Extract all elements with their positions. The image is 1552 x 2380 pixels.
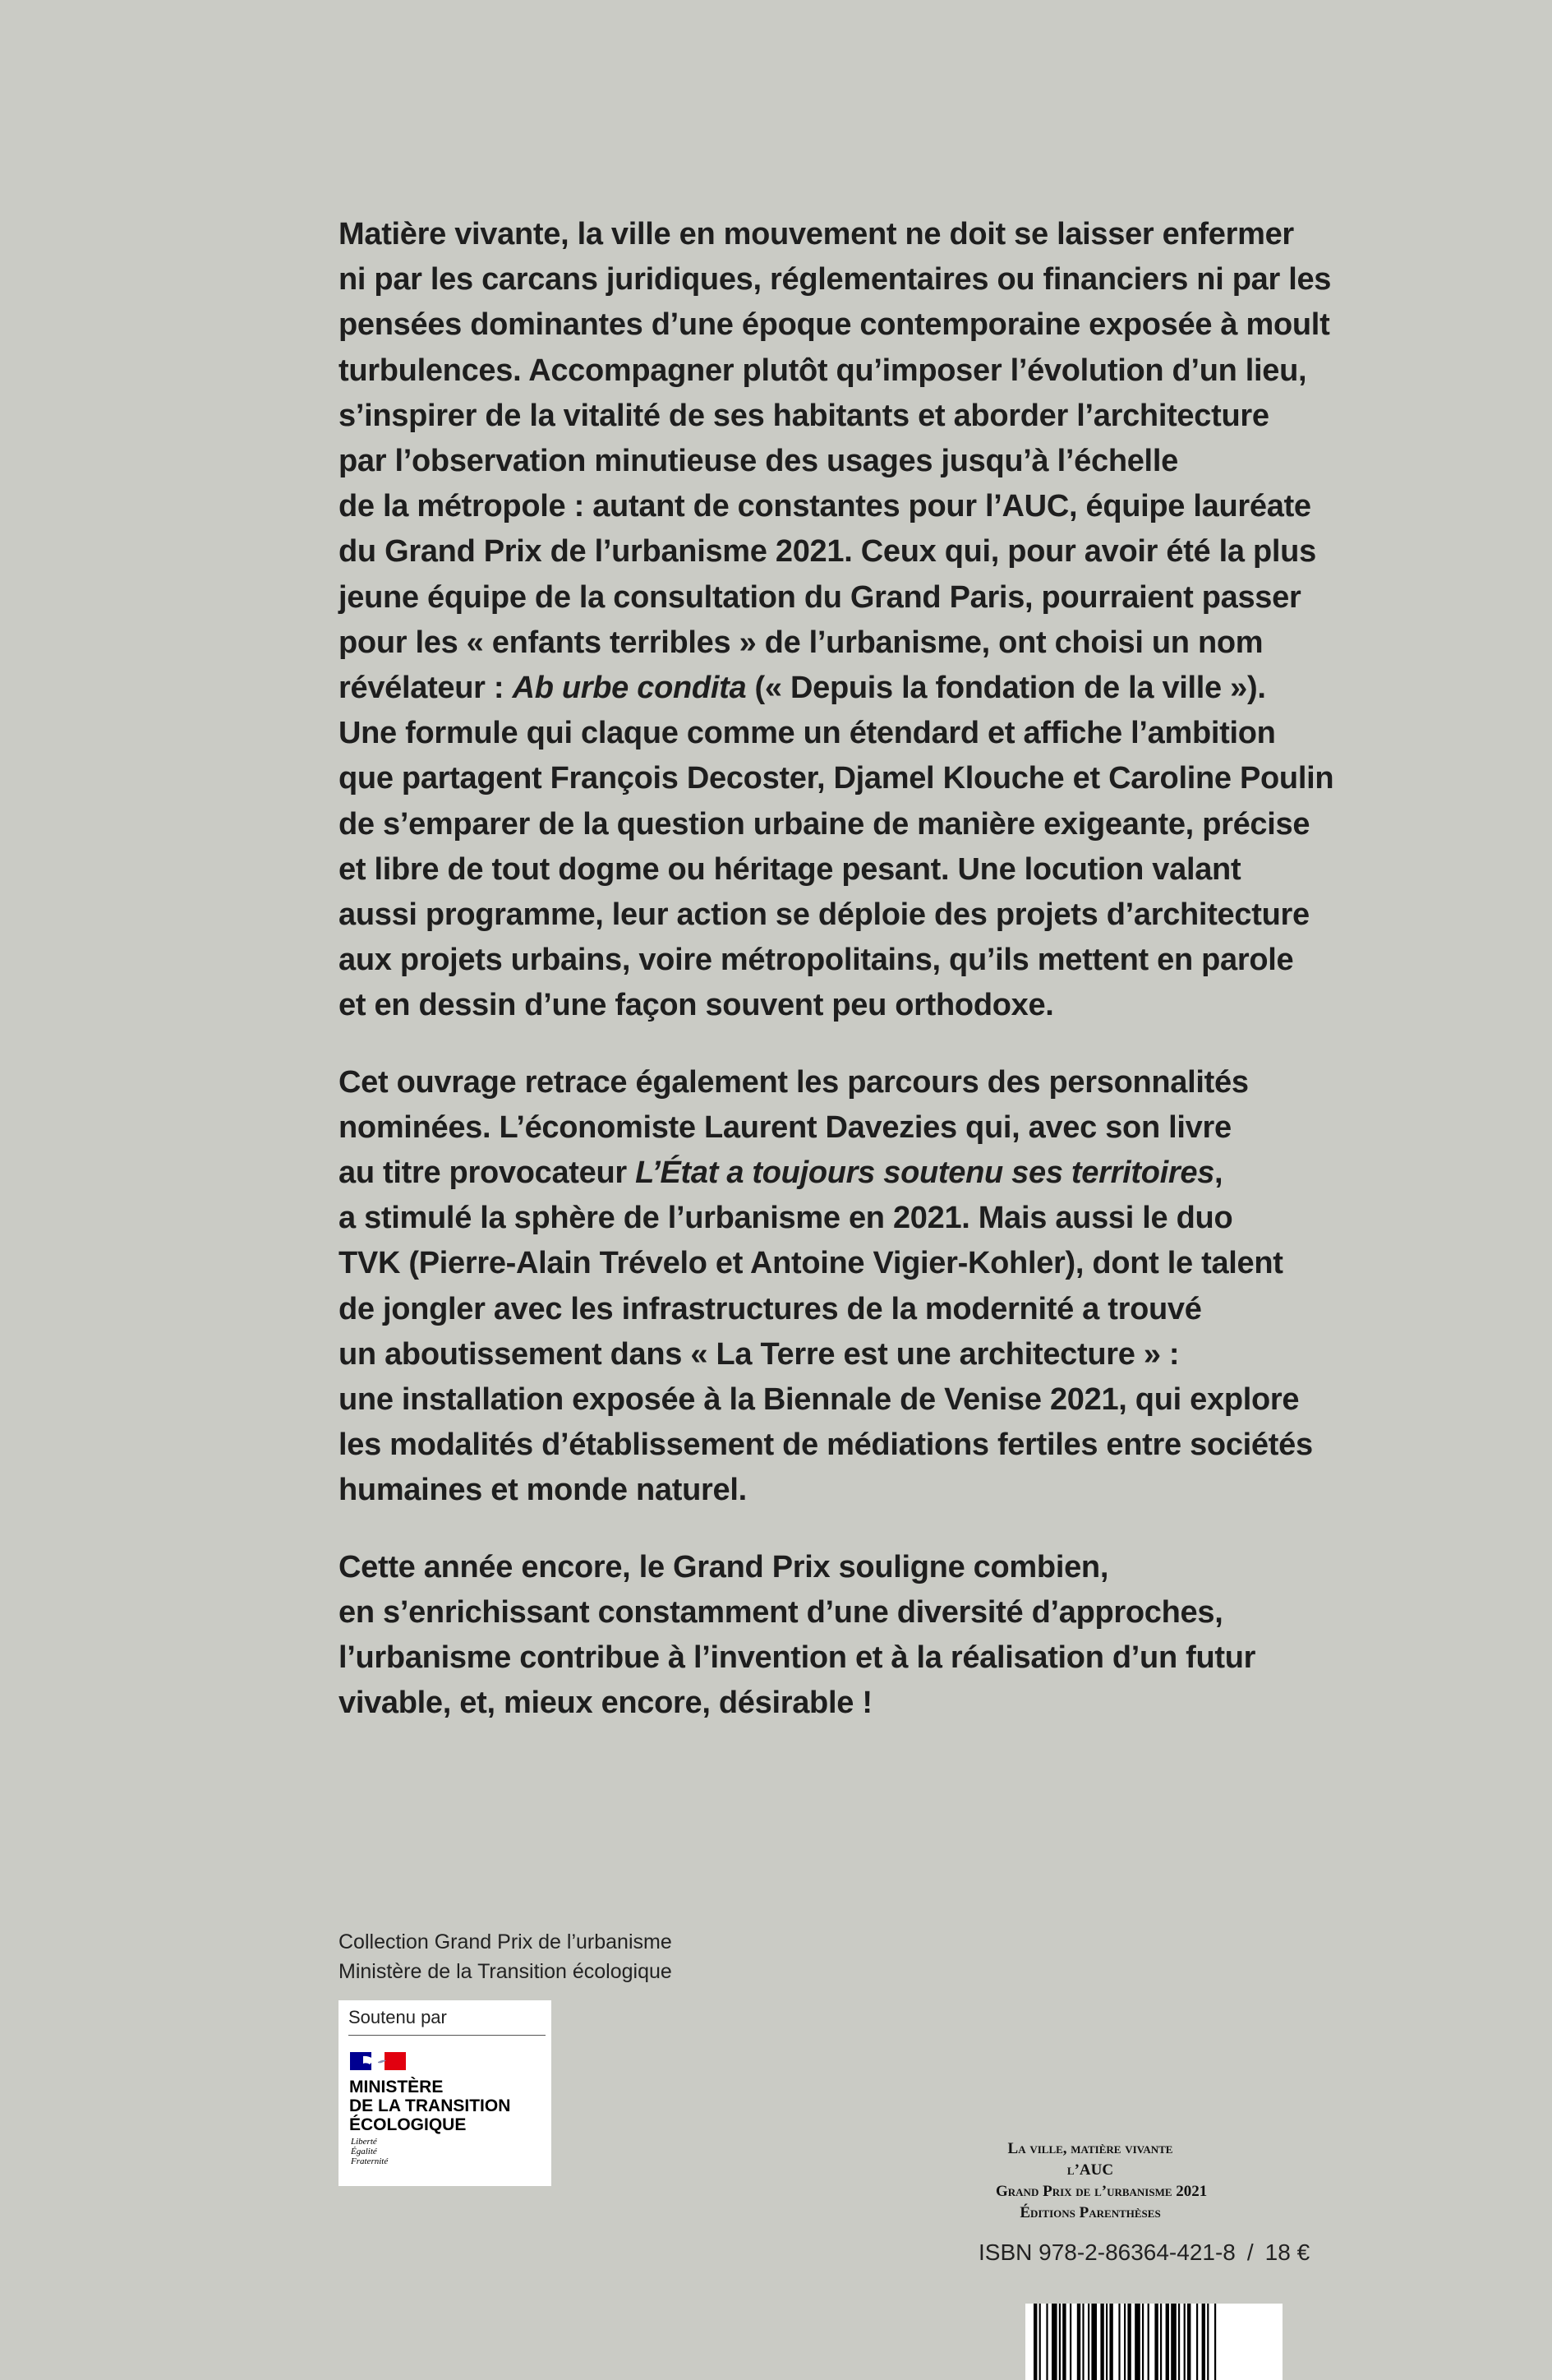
text-line: de s’emparer de la question urbaine de manière exigeante, précise xyxy=(338,806,1310,842)
text-line: TVK (Pierre-Alain Trévelo et Antoine Vigier-Kohler), dont le talent xyxy=(338,1246,1283,1281)
text-line: un aboutissement dans « La Terre est une architecture » : xyxy=(338,1336,1180,1372)
motto-line: Fraternité xyxy=(351,2156,389,2166)
divider xyxy=(348,2035,546,2036)
text-line: de la métropole : autant de constantes pour l’AUC, équipe lauréate xyxy=(338,489,1311,524)
latin-title-italic: Ab urbe condita xyxy=(512,671,747,706)
ministry-credit: Ministère de la Transition écologique xyxy=(338,1960,672,1983)
text-line: turbulences. Accompagner plutôt qu’imposer l’évolution d’un lieu, xyxy=(338,353,1307,388)
text-line-book-title xyxy=(338,1151,1308,1196)
text-line: et libre de tout dogme ou héritage pesant. Une locution valant xyxy=(338,851,1241,887)
text-line: aux projets urbains, voire métropolitains, qu’ils mettent en parole xyxy=(338,943,1294,978)
motto-line: Égalité xyxy=(351,2147,377,2156)
text-line: Matière vivante, la ville en mouvement ne doit se laisser enfermer xyxy=(338,217,1294,251)
ministry-name-line: MINISTÈRE xyxy=(349,2078,444,2096)
price: 18 € xyxy=(1264,2239,1310,2265)
republic-motto xyxy=(351,2137,388,2166)
book-publisher: Éditions Parenthèses xyxy=(1020,2204,1161,2221)
barcode-icon xyxy=(1025,2304,1283,2380)
book-credits xyxy=(996,2138,1208,2224)
text-line: pour les « enfants terribles » de l’urbanisme, ont choisi un nom xyxy=(338,625,1264,660)
ministry-name-line: ÉCOLOGIQUE xyxy=(349,2115,467,2134)
text-line: nominées. L’économiste Laurent Davezies qui, avec son livre xyxy=(338,1109,1232,1145)
text-line: et en dessin d’une façon souvent peu orthodoxe. xyxy=(338,988,1054,1023)
text-segment: , xyxy=(1214,1155,1223,1191)
isbn-price xyxy=(979,2239,1310,2266)
ministry-name xyxy=(349,2078,510,2134)
text-line: l’urbanisme contribue à l’invention et à la réalisation d’un futur xyxy=(338,1640,1256,1676)
paragraph-2 xyxy=(338,1060,1313,1514)
marianne-flag-icon xyxy=(350,2052,406,2070)
book-title: La ville, matière vivante xyxy=(1007,2140,1173,2157)
text-line: pensées dominantes d’une époque contemporaine exposée à moult xyxy=(338,307,1330,343)
barcode xyxy=(1025,2304,1283,2380)
text-line: Cette année encore, le Grand Prix souligne combien, xyxy=(338,1549,1109,1584)
text-line-title-latin xyxy=(338,666,1308,711)
back-cover-text xyxy=(338,212,1334,1758)
text-line: Cet ouvrage retrace également les parcours des personnalités xyxy=(338,1064,1249,1100)
collection-name: Collection Grand Prix de l’urbanisme xyxy=(338,1930,672,1953)
ministry-name-line: DE LA TRANSITION xyxy=(349,2096,511,2115)
text-line: que partagent François Decoster, Djamel Klouche et Caroline Poulin xyxy=(338,761,1334,796)
text-line: les modalités d’établissement de médiations fertiles entre sociétés xyxy=(338,1428,1313,1463)
text-segment: (« Depuis la fondation de la ville »). xyxy=(746,671,1266,706)
text-line: une installation exposée à la Biennale de Venise 2021, qui explore xyxy=(338,1382,1300,1418)
isbn-separator: / xyxy=(1246,2239,1254,2265)
text-line: par l’observation minutieuse des usages jusqu’à l’échelle xyxy=(338,444,1178,479)
text-line: de jongler avec les infrastructures de la modernité a trouvé xyxy=(338,1291,1202,1326)
supported-by-label: Soutenu par xyxy=(348,2007,447,2027)
text-line: a stimulé la sphère de l’urbanisme en 2021. Mais aussi le duo xyxy=(338,1201,1233,1236)
motto-line: Liberté xyxy=(351,2137,377,2147)
book-author: l’AUC xyxy=(1066,2161,1114,2179)
text-line: ni par les carcans juridiques, réglementaires ou financiers ni par les xyxy=(338,262,1332,298)
text-line: jeune équipe de la consultation du Grand Paris, pourraient passer xyxy=(338,579,1301,615)
text-line: Une formule qui claque comme un étendard et affiche l’ambition xyxy=(338,716,1276,751)
text-line: aussi programme, leur action se déploie des projets d’architecture xyxy=(338,897,1310,933)
paragraph-1 xyxy=(338,212,1334,1029)
paragraph-3 xyxy=(338,1545,1308,1727)
text-line: humaines et monde naturel. xyxy=(338,1473,747,1508)
text-segment: au titre provocateur xyxy=(338,1155,636,1191)
book-award: Grand Prix de l’urbanisme 2021 xyxy=(996,2183,1208,2200)
collection-info xyxy=(338,1927,672,1986)
text-line: vivable, et, mieux encore, désirable ! xyxy=(338,1686,873,1721)
book-title-italic: L’État a toujours soutenu ses territoires xyxy=(635,1155,1215,1191)
text-line: s’inspirer de la vitalité de ses habitants et aborder l’architecture xyxy=(338,398,1269,433)
text-segment: révélateur : xyxy=(338,671,513,706)
text-line: en s’enrichissant constamment d’une diversité d’approches, xyxy=(338,1594,1223,1630)
isbn-code: ISBN 978-2-86364-421-8 xyxy=(979,2239,1236,2265)
ministry-logo-box xyxy=(338,2000,551,2186)
text-line: du Grand Prix de l’urbanisme 2021. Ceux qui, pour avoir été la plus xyxy=(338,534,1316,570)
